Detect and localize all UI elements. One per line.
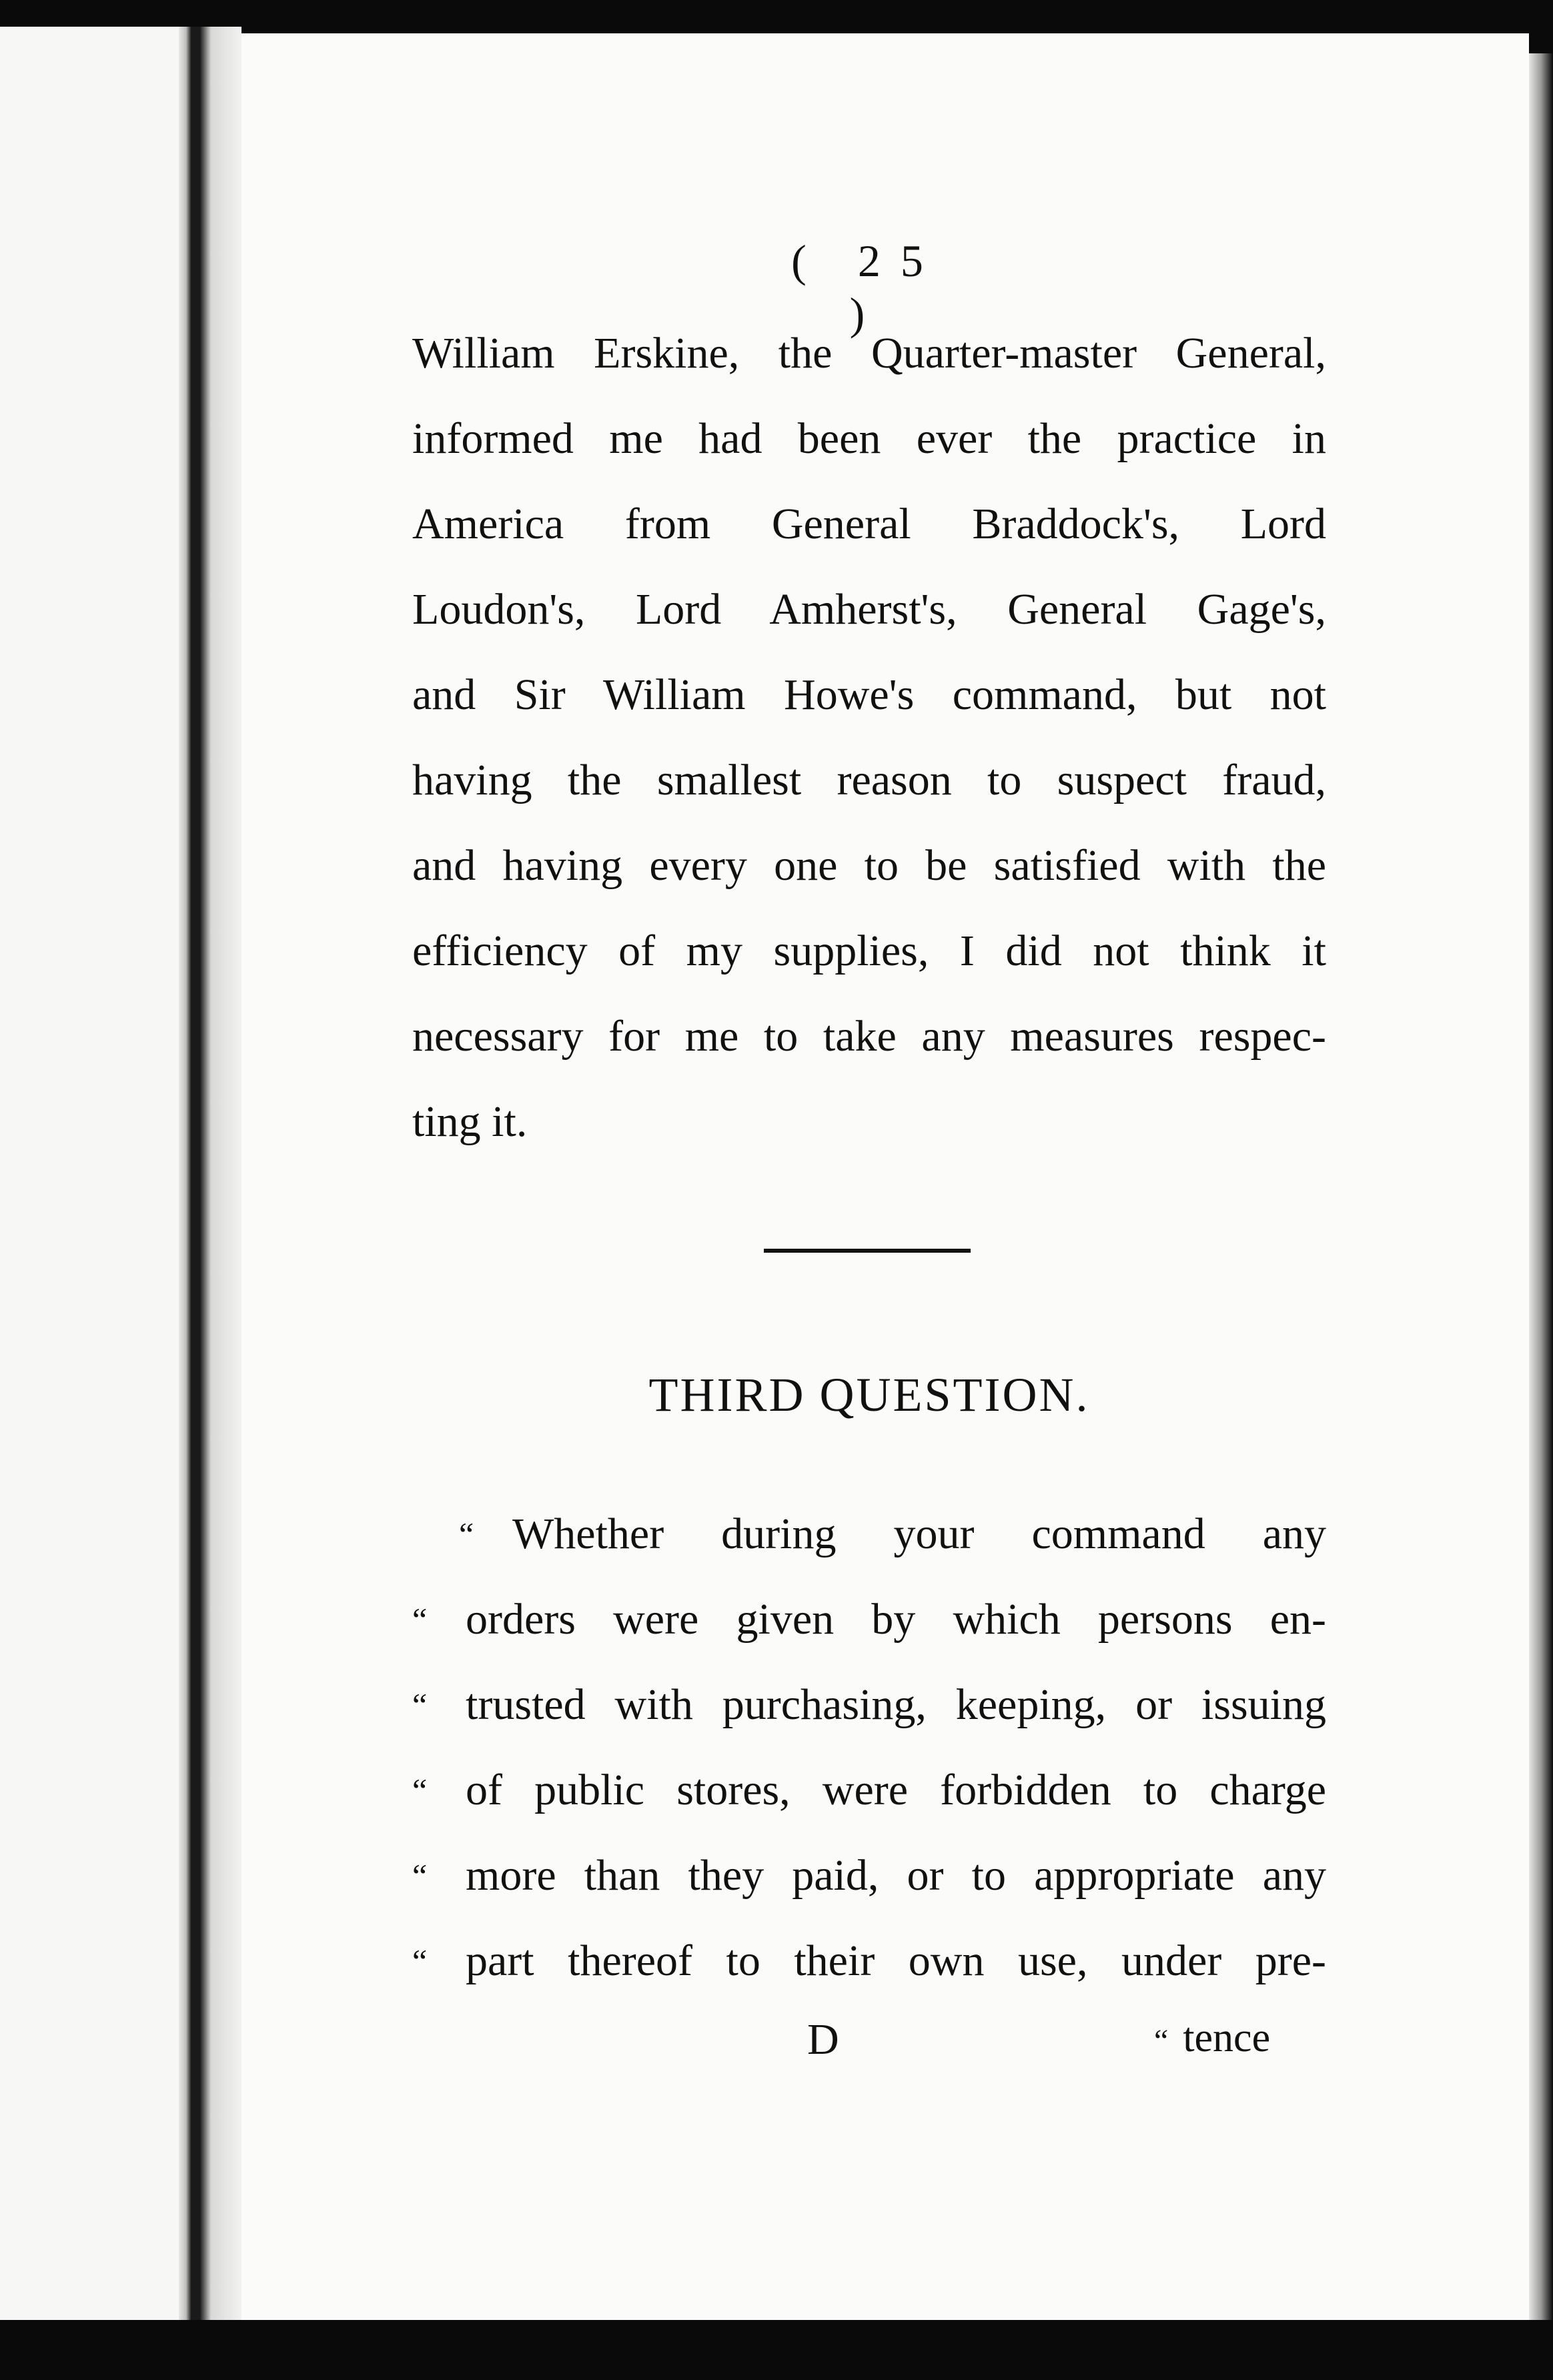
body-line: Loudon's, Lord Amherst's, General Gage's, xyxy=(412,585,1326,634)
page-number: ( 25 ) xyxy=(791,235,943,339)
quote-mark: “ xyxy=(459,1516,474,1553)
question-line xyxy=(412,1501,1326,1568)
question-line-text: Whether during your command any xyxy=(512,1510,1326,1558)
body-line: and Sir William Howe's command, but not xyxy=(412,670,1326,719)
quote-mark: “ xyxy=(412,1942,428,1980)
body-text xyxy=(412,320,1326,1187)
question-line-text: trusted with purchasing, keeping, or issuing xyxy=(466,1680,1326,1729)
section-rule xyxy=(764,1249,971,1253)
question-line-text: orders were given by which persons en- xyxy=(466,1595,1326,1644)
left-facing-page xyxy=(0,27,188,2321)
question-line-text: part thereof to their own use, under pre- xyxy=(466,1936,1326,1985)
question-line xyxy=(412,1672,1326,1738)
body-line: informed me had been ever the practice in xyxy=(412,414,1326,463)
quote-mark: “ xyxy=(412,1772,428,1809)
section-heading: THIRD QUESTION. xyxy=(648,1368,1090,1421)
quote-mark: “ xyxy=(412,1857,428,1894)
question-line xyxy=(412,1928,1326,1994)
quote-mark: “ xyxy=(412,1686,428,1724)
question-line-text: of public stores, were forbidden to charge xyxy=(466,1766,1326,1814)
catchword-text: tence xyxy=(1183,2015,1271,2060)
body-line: having the smallest reason to suspect fraud, xyxy=(412,756,1326,804)
bottom-edge xyxy=(0,2320,1553,2380)
quote-mark: “ xyxy=(412,1601,428,1638)
right-page-edge xyxy=(1529,53,1553,2321)
question-line-text: more than they paid, or to appropriate any xyxy=(466,1851,1326,1900)
question-line xyxy=(412,1757,1326,1824)
question-line xyxy=(412,1586,1326,1653)
body-line: ting it. xyxy=(412,1097,528,1146)
body-line: and having every one to be satisfied with the xyxy=(412,841,1326,890)
body-line: William Erskine, the Quarter-master General, xyxy=(412,329,1326,378)
body-line: efficiency of my supplies, I did not think it xyxy=(412,927,1326,975)
catchword xyxy=(1154,2014,1270,2062)
question-line xyxy=(412,1842,1326,1909)
left-page-edge xyxy=(179,27,191,2321)
body-line: necessary for me to take any measures respec- xyxy=(412,1012,1326,1061)
catchword-quote-mark: “ xyxy=(1154,2023,1169,2058)
signature-mark: D xyxy=(807,2015,839,2064)
question-text xyxy=(412,1501,1326,2034)
book-gutter xyxy=(191,27,241,2321)
body-line: America from General Braddock's, Lord xyxy=(412,500,1326,548)
